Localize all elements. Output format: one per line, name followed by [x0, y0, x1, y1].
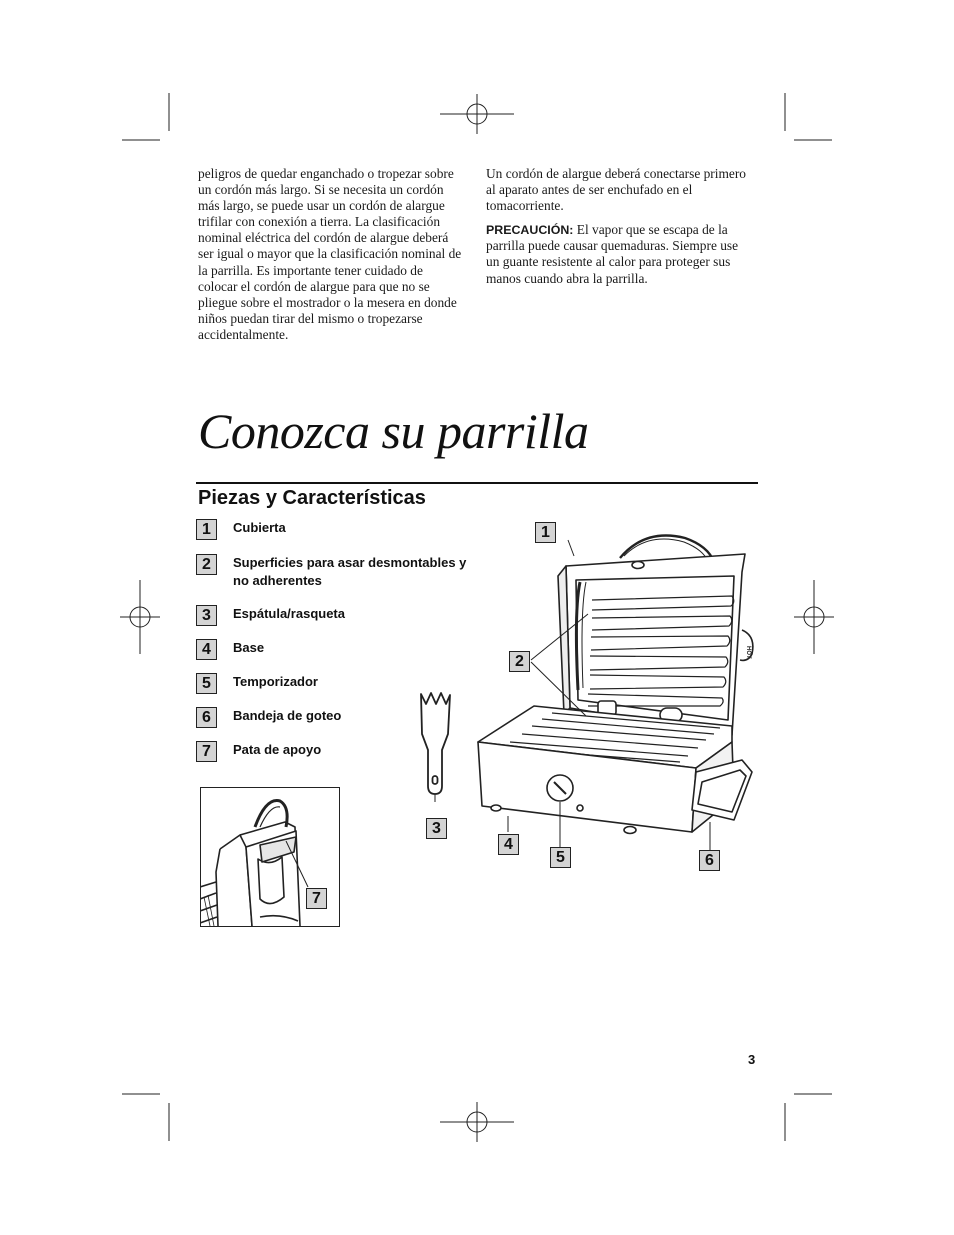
part-label: Pata de apoyo [233, 742, 322, 757]
registration-target-top [440, 94, 514, 134]
part-label: Temporizador [233, 674, 318, 689]
callout-7: 7 [306, 888, 327, 909]
list-item-part-1 [196, 519, 473, 540]
callout-5: 5 [550, 847, 571, 868]
part-label: Bandeja de goteo [233, 708, 342, 723]
registration-target-bottom [440, 1102, 514, 1142]
part-label: Cubierta [233, 520, 286, 535]
callout-6: 6 [699, 850, 720, 871]
caution-text: El vapor que se escapa de la parrilla puede causar quemaduras. Siempre use un guante resistente al calor para proteger sus manos cuando abra la parrilla. [486, 222, 739, 286]
callout-1: 1 [535, 522, 556, 543]
grill-illustration [470, 520, 760, 850]
part-number-badge: 3 [196, 605, 217, 626]
list-item-part-3 [196, 605, 473, 626]
part-number-badge: 5 [196, 673, 217, 694]
section-heading: Piezas y Características [198, 487, 426, 509]
registration-target-right [794, 580, 834, 654]
part-number-badge: 4 [196, 639, 217, 660]
callout-3: 3 [426, 818, 447, 839]
part-number-badge: 1 [196, 519, 217, 540]
list-item-part-2 [196, 554, 473, 590]
part-number-badge: 7 [196, 741, 217, 762]
part-number-badge: 6 [196, 707, 217, 728]
part-label: Espátula/rasqueta [233, 606, 345, 621]
spatula-illustration [412, 690, 454, 802]
page-number: 3 [748, 1052, 756, 1067]
body-text-left-column [198, 166, 464, 343]
hot-warning-label: HOT [745, 646, 751, 659]
caution-label: PRECAUCIÓN: [486, 223, 574, 238]
callout-2: 2 [509, 651, 530, 672]
part-label: Superficies para asar desmontables y no adherentes [233, 555, 467, 588]
cord-connection-paragraph: Un cordón de alargue deberá conectarse primero al aparato antes de ser enchufado en el tomacorriente. [486, 166, 746, 214]
page-title: Conozca su parrilla [198, 403, 589, 459]
callout-4: 4 [498, 834, 519, 855]
registration-target-left [120, 580, 160, 654]
body-text-right-column [486, 166, 752, 287]
extension-cord-paragraph: peligros de quedar enganchado o tropezar sobre un cordón más largo. Si se necesita un cordón más largo, se puede usar un cordón de alargue trifilar con conexión a tierra. La clasificación nominal eléctrica del cordón de alargue deberá ser igual o mayor que la clasificación nominal de la parrilla. Es importante tener cuidado de colocar el cordón de alargue para que no se pliegue sobre el mostrador o la mesera en donde niños puedan tirar del mismo o tropezarse accidentalmente. [198, 166, 462, 342]
caution-paragraph [486, 222, 752, 286]
part-label: Base [233, 640, 265, 655]
part-number-badge: 2 [196, 554, 217, 575]
list-item-part-4 [196, 639, 473, 660]
